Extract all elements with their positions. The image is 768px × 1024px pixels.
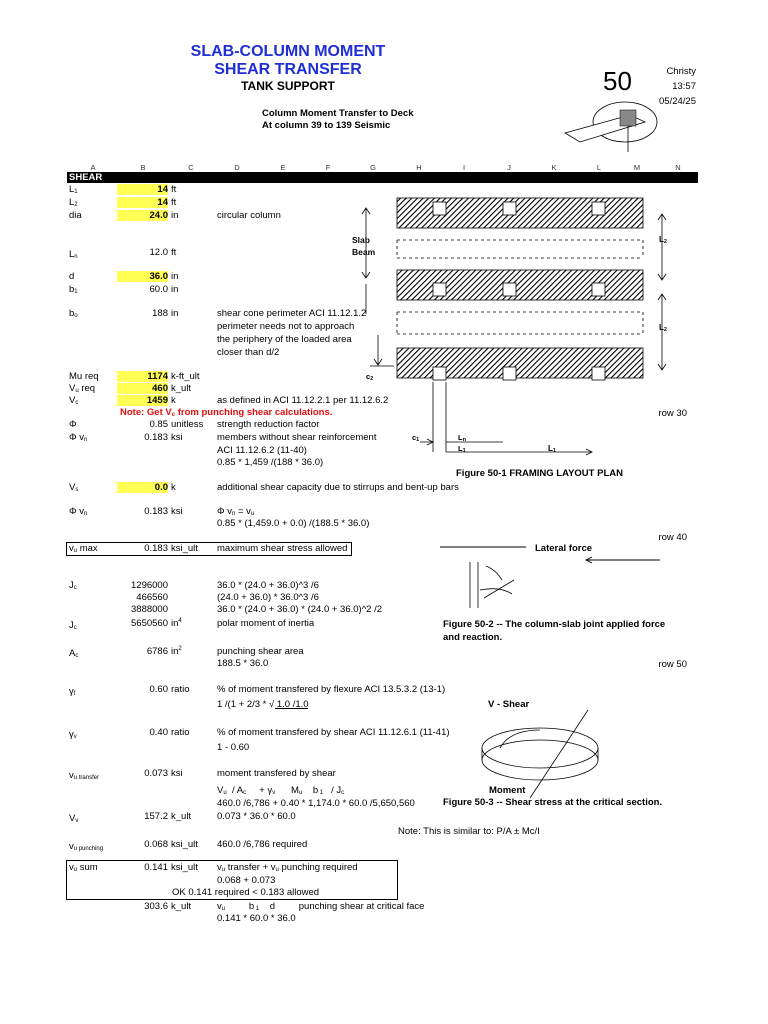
label-phi: Φ	[69, 419, 77, 430]
desc-dia: circular column	[217, 210, 281, 221]
label-Mu: Mu req	[69, 371, 99, 382]
desc-vu-transfer-2: Vu / Ac + γv Mu b 1 / Jc	[217, 785, 345, 796]
value-vu-punching: 0.068	[144, 839, 168, 850]
author: Christy	[666, 66, 696, 77]
desc-vu-max: maximum shear stress allowed	[217, 543, 348, 554]
beam-label: Beam	[352, 247, 376, 257]
unit-Jc-total: $in^4$	[171, 618, 182, 629]
column-letter-m: M	[633, 163, 641, 172]
Ln-label: Ln	[458, 433, 466, 443]
value-vu-sum: 0.141	[144, 862, 168, 873]
column-letter-l: L	[596, 163, 602, 172]
row-30-marker: row 30	[658, 408, 687, 419]
L1-label: L1	[548, 444, 556, 454]
unit-dia: in	[171, 210, 179, 221]
label-vu-max: vu max	[69, 543, 98, 554]
subtitle-1: Column Moment Transfer to Deck	[262, 108, 414, 119]
label-L2: L2	[69, 197, 78, 208]
c1-label: c1	[412, 433, 420, 443]
value-Ln: 12.0	[149, 247, 168, 258]
label-phi-vn-2: Φ vn	[69, 506, 88, 517]
desc-gamma-f-2: 1 /(1 + 2/3 * √ 1.0 /1.0	[217, 699, 309, 710]
label-Ac: Ac	[69, 648, 79, 659]
desc-bo-3: the periphery of the loaded area	[217, 334, 352, 345]
unit-phi-vn-2: ksi	[171, 506, 183, 517]
column-letter-n: N	[675, 163, 681, 172]
column-letter-e: E	[280, 163, 286, 172]
desc-punching-face-2: 0.141 * 60.0 * 36.0	[217, 913, 296, 924]
column-letter-h: H	[416, 163, 422, 172]
label-gamma-v: γv	[69, 729, 77, 740]
moment-label: Moment	[489, 785, 526, 796]
desc-phi-vn-2b: 0.85 * (1,459.0 + 0.0) /(188.5 * 36.0)	[217, 518, 370, 529]
desc-bo-4: closer than d/2	[217, 347, 280, 358]
row-50-marker: row 50	[658, 659, 687, 670]
unit-vu-transfer: ksi	[171, 768, 183, 779]
label-Ln: Ln	[69, 249, 78, 260]
unit-b1: in	[171, 284, 179, 295]
v-shear-label: V - Shear	[488, 699, 530, 710]
lateral-force-label: Lateral force	[535, 543, 593, 554]
desc-Ac-1: punching shear area	[217, 646, 304, 657]
value-gamma-f: 0.60	[149, 684, 168, 695]
column-letter-i: I	[462, 163, 466, 172]
c2-label: c2	[366, 372, 374, 382]
unit-vu-sum: ksi_ult	[171, 862, 198, 873]
value-Jc-1: 1296000	[131, 580, 168, 591]
L2-label-top: L2	[659, 235, 667, 245]
unit-Vu: k_ult	[171, 383, 192, 394]
label-phi-vn: Φ vn	[69, 432, 88, 443]
desc-phi-vn-1: members without shear reinforcement	[217, 432, 377, 443]
desc-Jc-total: polar moment of inertia	[217, 618, 315, 629]
value-phi-vn: 0.183	[144, 432, 168, 443]
label-Vv: Vv	[69, 813, 79, 824]
value-d[interactable]: 36.0	[117, 271, 168, 282]
title-line-1: SLAB-COLUMN MOMENT	[190, 43, 386, 60]
desc-vu-punching: 460.0 /6,786 required	[217, 839, 308, 850]
unit-phi: unitless	[171, 419, 204, 430]
desc-gamma-f-1: % of moment transfered by flexure ACI 13.5.3.2 (13-1)	[217, 684, 446, 695]
desc-vu-transfer-3: 460.0 /6,786 + 0.40 * 1,174.0 * 60.0 /5,650,560	[217, 798, 415, 809]
label-gamma-f: γf	[69, 686, 76, 697]
check-ok: OK 0.141 required < 0.183 allowed	[172, 887, 320, 898]
unit-Vv: k_ult	[171, 811, 192, 822]
unit-Ac: $in^2$	[171, 646, 182, 657]
value-bo: 188	[152, 308, 168, 319]
label-dia: dia	[69, 210, 82, 221]
value-b1: 60.0	[149, 284, 168, 295]
unit-gamma-v: ratio	[171, 727, 190, 738]
date: 05/24/25	[659, 96, 696, 107]
section-bar	[67, 172, 698, 183]
desc-vu-sum-2: 0.068 + 0.073	[217, 875, 276, 886]
slab-label: Slab	[352, 235, 370, 245]
unit-d: in	[171, 271, 179, 282]
section-label: SHEAR	[69, 172, 103, 183]
column-letter-b: B	[140, 163, 146, 172]
value-Jc-3: 3888000	[131, 604, 168, 615]
framing-layout-plan	[340, 190, 700, 470]
label-bo: bo	[69, 308, 78, 319]
value-Vs[interactable]: 0.0	[117, 482, 168, 493]
unit-bo: in	[171, 308, 179, 319]
column-letter-c: C	[188, 163, 194, 172]
value-L1[interactable]: 14	[117, 184, 168, 195]
expr-Jc-3: 36.0 * (24.0 + 36.0) * (24.0 + 36.0)^2 /2	[217, 604, 383, 615]
desc-phi-vn-3: 0.85 * 1,459 /(188 * 36.0)	[217, 457, 324, 468]
desc-phi-vn-2a: Φ vn = vu	[217, 506, 255, 517]
sqrt-overline	[275, 708, 308, 709]
label-L1: L1	[69, 184, 78, 195]
figure-50-2-caption-2: and reaction.	[443, 632, 503, 643]
column-letter-d: D	[234, 163, 240, 172]
label-vu-transfer: vu transfer	[69, 770, 100, 781]
desc-gamma-v-1: % of moment transfered by shear ACI 11.12.6.1 (11-41)	[217, 727, 450, 738]
label-d: d	[69, 271, 75, 282]
figure-50-1-caption: Figure 50-1 FRAMING LAYOUT PLAN	[456, 468, 623, 479]
value-dia[interactable]: 24.0	[117, 210, 168, 221]
desc-gamma-v-2: 1 - 0.60	[217, 742, 250, 753]
value-L2[interactable]: 14	[117, 197, 168, 208]
unit-Vc: k	[171, 395, 176, 406]
desc-Vs: additional shear capacity due to stirrups and bent-up bars	[217, 482, 459, 493]
value-Jc-total: 5650560	[131, 618, 168, 629]
unit-Vs: k	[171, 482, 176, 493]
label-Vc: Vc	[69, 395, 79, 406]
value-Ac: 6786	[146, 646, 168, 657]
value-phi-vn-2: 0.183	[144, 506, 168, 517]
label-Jc-total: Jc	[69, 620, 77, 631]
label-Jc: Jc	[69, 580, 77, 591]
expr-Jc-1: 36.0 * (24.0 + 36.0)^3 /6	[217, 580, 319, 591]
L2-label-bottom: L2	[659, 323, 667, 333]
time: 13:57	[672, 81, 696, 92]
desc-bo-1: shear cone perimeter ACI 11.12.1.2	[217, 308, 367, 319]
figure-50-2-caption-1: Figure 50-2 -- The column-slab joint applied force	[443, 619, 666, 630]
value-vu-max: 0.183	[144, 543, 168, 554]
L1-label-small: L1	[458, 444, 466, 454]
desc-punching-face-1: vu b 1 d punching shear at critical face	[217, 901, 425, 912]
value-Mu[interactable]: 1174	[117, 371, 168, 382]
label-Vs: Vs	[69, 482, 79, 493]
note-vc: Note: Get Vc from punching shear calculations.	[120, 407, 333, 418]
expr-Jc-2: (24.0 + 36.0) * 36.0^3 /6	[217, 592, 319, 603]
label-vu-sum: vu sum	[69, 862, 98, 873]
value-Jc-2: 466560	[136, 592, 168, 603]
value-vu-transfer: 0.073	[144, 768, 168, 779]
unit-Ln: ft	[171, 247, 177, 258]
value-punching-face: 303.6	[144, 901, 168, 912]
unit-L1: ft	[171, 184, 177, 195]
desc-bo-2: perimeter needs not to approach	[217, 321, 355, 332]
column-letter-g: G	[370, 163, 376, 172]
unit-vu-punching: ksi_ult	[171, 839, 198, 850]
subtitle-2: At column 39 to 139 Seismic	[262, 120, 391, 131]
desc-vu-transfer-1: moment transfered by shear	[217, 768, 336, 779]
value-Vv: 157.2	[144, 811, 168, 822]
unit-phi-vn: ksi	[171, 432, 183, 443]
unit-punching-face: k_ult	[171, 901, 192, 912]
desc-phi: strength reduction factor	[217, 419, 320, 430]
column-letter-f: F	[325, 163, 331, 172]
title-line-2: SHEAR TRANSFER	[214, 61, 362, 78]
value-Vu[interactable]: 460	[117, 383, 168, 394]
label-b1: b1	[69, 284, 78, 295]
unit-gamma-f: ratio	[171, 684, 190, 695]
column-letter-j: J	[507, 163, 511, 172]
desc-Vc: as defined in ACI 11.12.2.1 per 11.12.6.2	[217, 395, 389, 406]
figure-50-3-caption: Figure 50-3 -- Shear stress at the critical section.	[443, 797, 663, 808]
desc-Ac-2: 188.5 * 36.0	[217, 658, 269, 669]
label-Vu: Vu req	[69, 383, 96, 394]
column-letter-a: A	[90, 163, 96, 172]
desc-phi-vn-2: ACI 11.12.6.2 (11-40)	[217, 445, 307, 456]
label-vu-punching: vu punching	[69, 841, 104, 852]
page-number: 50	[603, 66, 632, 96]
desc-vu-transfer-4: 0.073 * 36.0 * 60.0	[217, 811, 296, 822]
unit-vu-max: ksi_ult	[171, 543, 198, 554]
row-40-marker: row 40	[658, 532, 687, 543]
value-gamma-v: 0.40	[149, 727, 168, 738]
note-similar: Note: This is similar to: P/A ± Mc/I	[398, 826, 540, 837]
unit-Mu: k-ft_ult	[171, 371, 200, 382]
value-Vc[interactable]: 1459	[117, 395, 168, 406]
value-phi: 0.85	[149, 419, 168, 430]
slab-column-icon	[560, 100, 660, 160]
title-line-3: TANK SUPPORT	[241, 79, 335, 93]
column-letter-k: K	[551, 163, 557, 172]
unit-L2: ft	[171, 197, 177, 208]
desc-vu-sum-1: vu transfer + vu punching required	[217, 862, 358, 873]
